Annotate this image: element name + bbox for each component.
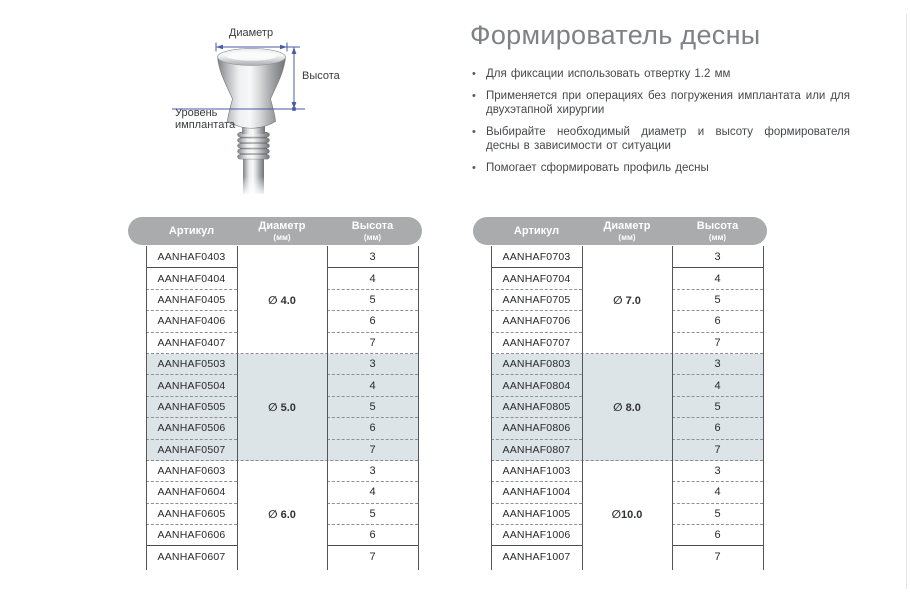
article-cell: AANHAF0807 [502,444,571,457]
table-column [146,461,237,568]
column-divider [491,246,492,570]
article-cell: AANHAF1006 [491,525,582,546]
height-cell: 3 [327,461,418,482]
header-diameter [582,217,672,245]
column-divider [582,246,583,570]
column-divider [672,246,673,570]
article-cell: AANHAF0803 [491,354,582,375]
header-diameter-unit: (мм) [618,232,636,242]
table-column [146,247,237,354]
article-cell: AANHAF0604 [146,482,237,503]
list-item [470,161,850,176]
height-cell: 5 [327,504,418,525]
description-section [470,20,850,182]
feature-text: Для фиксации использовать отвертку 1.2 мм [486,68,731,80]
article-cell: AANHAF0806 [491,418,582,439]
table-column [237,354,327,461]
bullet-icon: • [472,125,476,138]
column-divider [418,246,419,570]
table-column [146,354,237,461]
implant-level-line1: Уровень [175,107,218,119]
height-cell: 4 [327,375,418,396]
header-diameter-label: Диаметр [258,219,306,232]
table-column [491,461,582,568]
table-column [582,247,672,354]
diameter-group [146,247,418,354]
column-divider [146,246,147,570]
height-cell: 3 [327,247,418,268]
height-cell: 6 [327,525,418,546]
table-column [491,247,582,354]
height-cell: 7 [369,337,376,350]
height-cell: 3 [327,354,418,375]
table-column [672,247,763,354]
article-cell: AANHAF0405 [146,290,237,311]
article-cell: AANHAF0507 [157,444,226,457]
height-cell: 3 [672,461,763,482]
height-cell: 7 [714,337,721,350]
list-item [470,125,850,154]
column-divider [237,246,238,570]
diameter-cell: ∅ 7.0 [613,294,641,307]
article-cell: AANHAF0506 [146,418,237,439]
article-cell: AANHAF0403 [146,247,237,268]
header-height-unit: (мм) [363,232,382,242]
table-column [327,461,418,568]
feature-text: Выбирайте необходимый диаметр и высоту формирователя десны в зависимости от ситуации [486,125,850,152]
height-cell: 6 [672,311,763,332]
table-column [237,461,327,568]
feature-text: Применяется при операциях без погружения имплантата или для двухэтапной хирургии [486,89,850,116]
table-column [582,354,672,461]
header-article [146,217,237,245]
header-article-label: Артикул [168,224,215,237]
header-height [327,217,418,245]
article-cell: AANHAF0705 [491,290,582,311]
diameter-group [491,247,763,354]
article-cell: AANHAF1005 [491,504,582,525]
height-cell: 6 [672,525,763,546]
header-height-unit: (мм) [708,232,727,242]
diameter-cell: ∅10.0 [611,508,643,521]
table-column [672,461,763,568]
article-cell: AANHAF0406 [146,311,237,332]
article-cell: AANHAF1003 [491,461,582,482]
height-cell: 7 [714,551,721,564]
table-column [327,354,418,461]
article-cell: AANHAF0504 [146,375,237,396]
header-diameter-unit: (мм) [273,232,291,242]
table-column [672,354,763,461]
height-cell: 5 [327,290,418,311]
height-cell: 3 [672,247,763,268]
height-cell: 7 [369,444,376,457]
height-cell: 5 [672,290,763,311]
table-body [491,247,763,568]
feature-text: Помогает сформировать профиль десны [486,161,709,174]
diameter-group [491,461,763,568]
table-column [327,247,418,354]
height-cell: 6 [672,418,763,439]
diameter-cell: ∅ 5.0 [268,401,296,414]
article-cell: AANHAF0503 [146,354,237,375]
diameter-cell: ∅ 6.0 [268,508,296,521]
table-header [473,217,767,245]
bullet-icon: • [472,89,476,102]
height-cell: 6 [327,311,418,332]
article-cell: AANHAF0505 [146,397,237,418]
page-title: Формирователь десны [470,20,761,50]
article-cell: AANHAF0605 [146,504,237,525]
feature-list [470,67,850,175]
table-column [582,461,672,568]
header-diameter-label: Диаметр [603,219,651,232]
article-cell: AANHAF0706 [491,311,582,332]
article-cell: AANHAF0607 [157,551,226,564]
article-cell: AANHAF0704 [491,268,582,289]
header-diameter [237,217,327,245]
bullet-icon: • [472,161,476,174]
product-table-right [473,217,767,568]
column-divider [763,246,764,570]
diameter-group [491,354,763,461]
article-cell: AANHAF0404 [146,268,237,289]
header-article [491,217,582,245]
height-cell: 4 [327,268,418,289]
diameter-dimension-label: Диаметр [228,27,274,39]
product-diagram [140,18,370,208]
height-cell: 7 [714,444,721,457]
diameter-cell: ∅ 4.0 [268,294,296,307]
bullet-icon: • [472,68,476,80]
height-cell: 7 [369,551,376,564]
article-cell: AANHAF0606 [146,525,237,546]
table-column [491,354,582,461]
article-cell: AANHAF0805 [491,397,582,418]
article-cell: AANHAF0707 [502,337,571,350]
height-cell: 4 [672,268,763,289]
height-cell: 5 [672,397,763,418]
height-cell: 5 [672,504,763,525]
diameter-cell: ∅ 8.0 [613,401,641,414]
column-divider [327,246,328,570]
table-header [128,217,422,245]
page-scan-edge [906,14,907,589]
header-height-label: Высота [696,219,739,232]
height-cell: 6 [327,418,418,439]
list-item [470,67,850,82]
list-item [470,89,850,118]
height-cell: 5 [327,397,418,418]
header-height [672,217,763,245]
article-cell: AANHAF1007 [502,551,571,564]
article-cell: AANHAF1004 [491,482,582,503]
product-table-left [128,217,422,568]
table-column [237,247,327,354]
header-height-label: Высота [351,219,394,232]
height-dimension-label: Высота [302,70,340,82]
article-cell: AANHAF0603 [146,461,237,482]
diameter-group [146,461,418,568]
article-cell: AANHAF0407 [157,337,226,350]
height-cell: 3 [672,354,763,375]
height-cell: 4 [327,482,418,503]
article-cell: AANHAF0703 [491,247,582,268]
diameter-group [146,354,418,461]
header-article-label: Артикул [513,224,560,237]
implant-level-label [175,108,235,131]
implant-level-line2: имплантата [175,118,236,131]
table-body [146,247,418,568]
height-cell: 4 [672,375,763,396]
height-cell: 4 [672,482,763,503]
article-cell: AANHAF0804 [491,375,582,396]
